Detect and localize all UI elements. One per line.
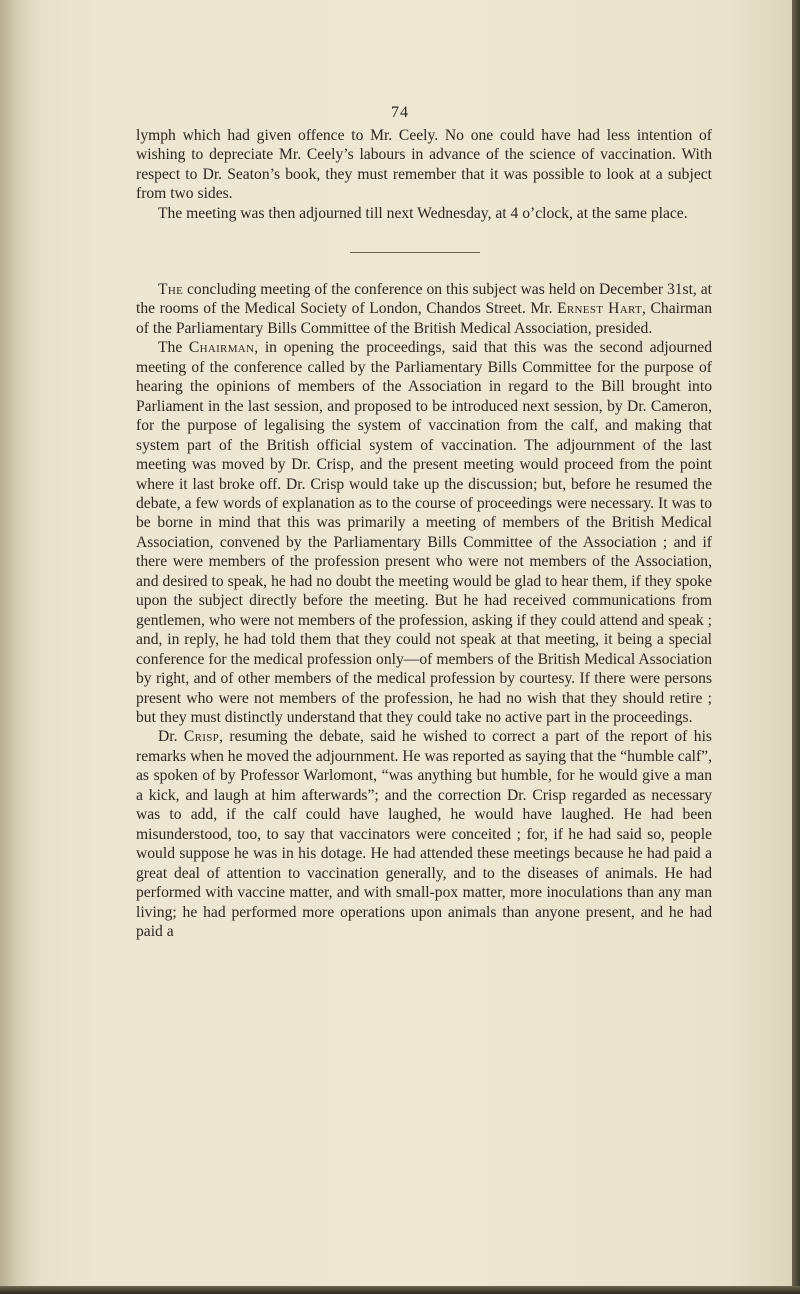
page-gutter-shadow (0, 0, 40, 1286)
section-divider (350, 252, 480, 253)
paragraph-intro: The concluding meeting of the conference on this subject was held on December 31st, at the rooms of the Medical Society of London, Chandos Street. Mr. Ernest Hart, Chairman of the Parliamentary Bills Committee of the British Medical Association, presided. (136, 281, 712, 337)
lead-words: The (158, 281, 184, 298)
page-right-edge (792, 0, 800, 1294)
paragraph-adjournment: The meeting was then adjourned till next Wednesday, at 4 o’clock, at the same place. (158, 204, 688, 222)
paragraph-chairman-speech: The Chairman, in opening the proceedings, said that this was the second adjourned meeting of the conference called by the Parliamentary Bills Committee for the purpose of hearing the opinions of members of the Association in regard to the Bill brought into Parliament in the last session, and proposed to be introduced next session, by Dr. Cameron, for the purpose of legalising the system of vaccination from the calf, and making that system part of the British official system of vaccination. The adjournment of the last meeting was moved by Dr. Crisp, and the present meeting would proceed from the point where it last broke off. Dr. Crisp would take up the discussion; but, before he resumed the debate, a few words of explanation as to the course of proceedings were necessary. It was to be borne in mind that this was primarily a meeting of members of the British Medical Association, convened by the Parliamentary Bills Committee of the Association ; and if there were members of the profession present who were not members of the Association, and desired to speak, he had no doubt the meeting would be glad to hear them, if they spoke upon the subject directly before the meeting. But he had received communications from gentlemen, who were not members of the profession, asking if they could attend and speak ; and, in reply, he had told them that they could not speak at that meeting, it being a special conference for the medical profession only—of members of the British Medical Association by right, and of other members of the medical profession by courtesy. If there were persons present who were not members of the profession, he had no wish that they should retire ; but they must distinctly understand that they could take no active part in the proceedings. (136, 339, 712, 726)
paragraph-continuation: lymph which had given offence to Mr. Ceely. No one could have had less intention of wishing to depreciate Mr. Ceely’s labours in advance of the science of vaccination. With respect to Dr. Seaton’s book, they must remember that it was possible to look at a subject from two sides. (136, 127, 712, 203)
speaker-crisp: Crisp (183, 728, 220, 746)
paragraph-crisp-speech: Dr. Crisp, resuming the debate, said he wished to correct a part of the report of his remarks when he moved the adjournment. He was reported as saying that the “humble calf”, as spoken of by Professor Warlomont, “was anything but humble, for he would give a man a kick, and laugh at him afterwards”; and the correction Dr. Crisp regarded as necessary was to add, if the calf could have laughed, he would have laughed. He had been misunderstood, too, to say that vaccinators were conceited ; for, if he had said so, people would suppose he was in his dotage. He had attended these meetings because he had paid a great deal of attention to vaccination generally, and to the diseases of animals. He had performed with vaccine matter, and with small-pox matter, more inoculations than any man living; he had performed more operations upon animals than anyone present, and he had paid a (136, 728, 712, 940)
page-bottom-edge (0, 1286, 800, 1294)
speaker-chairman: Chairman (188, 339, 255, 357)
conference-report-section (136, 280, 712, 941)
page-number: 74 (391, 104, 409, 121)
previous-report-section (136, 126, 712, 223)
chairman-name: Ernest Hart (557, 300, 642, 318)
